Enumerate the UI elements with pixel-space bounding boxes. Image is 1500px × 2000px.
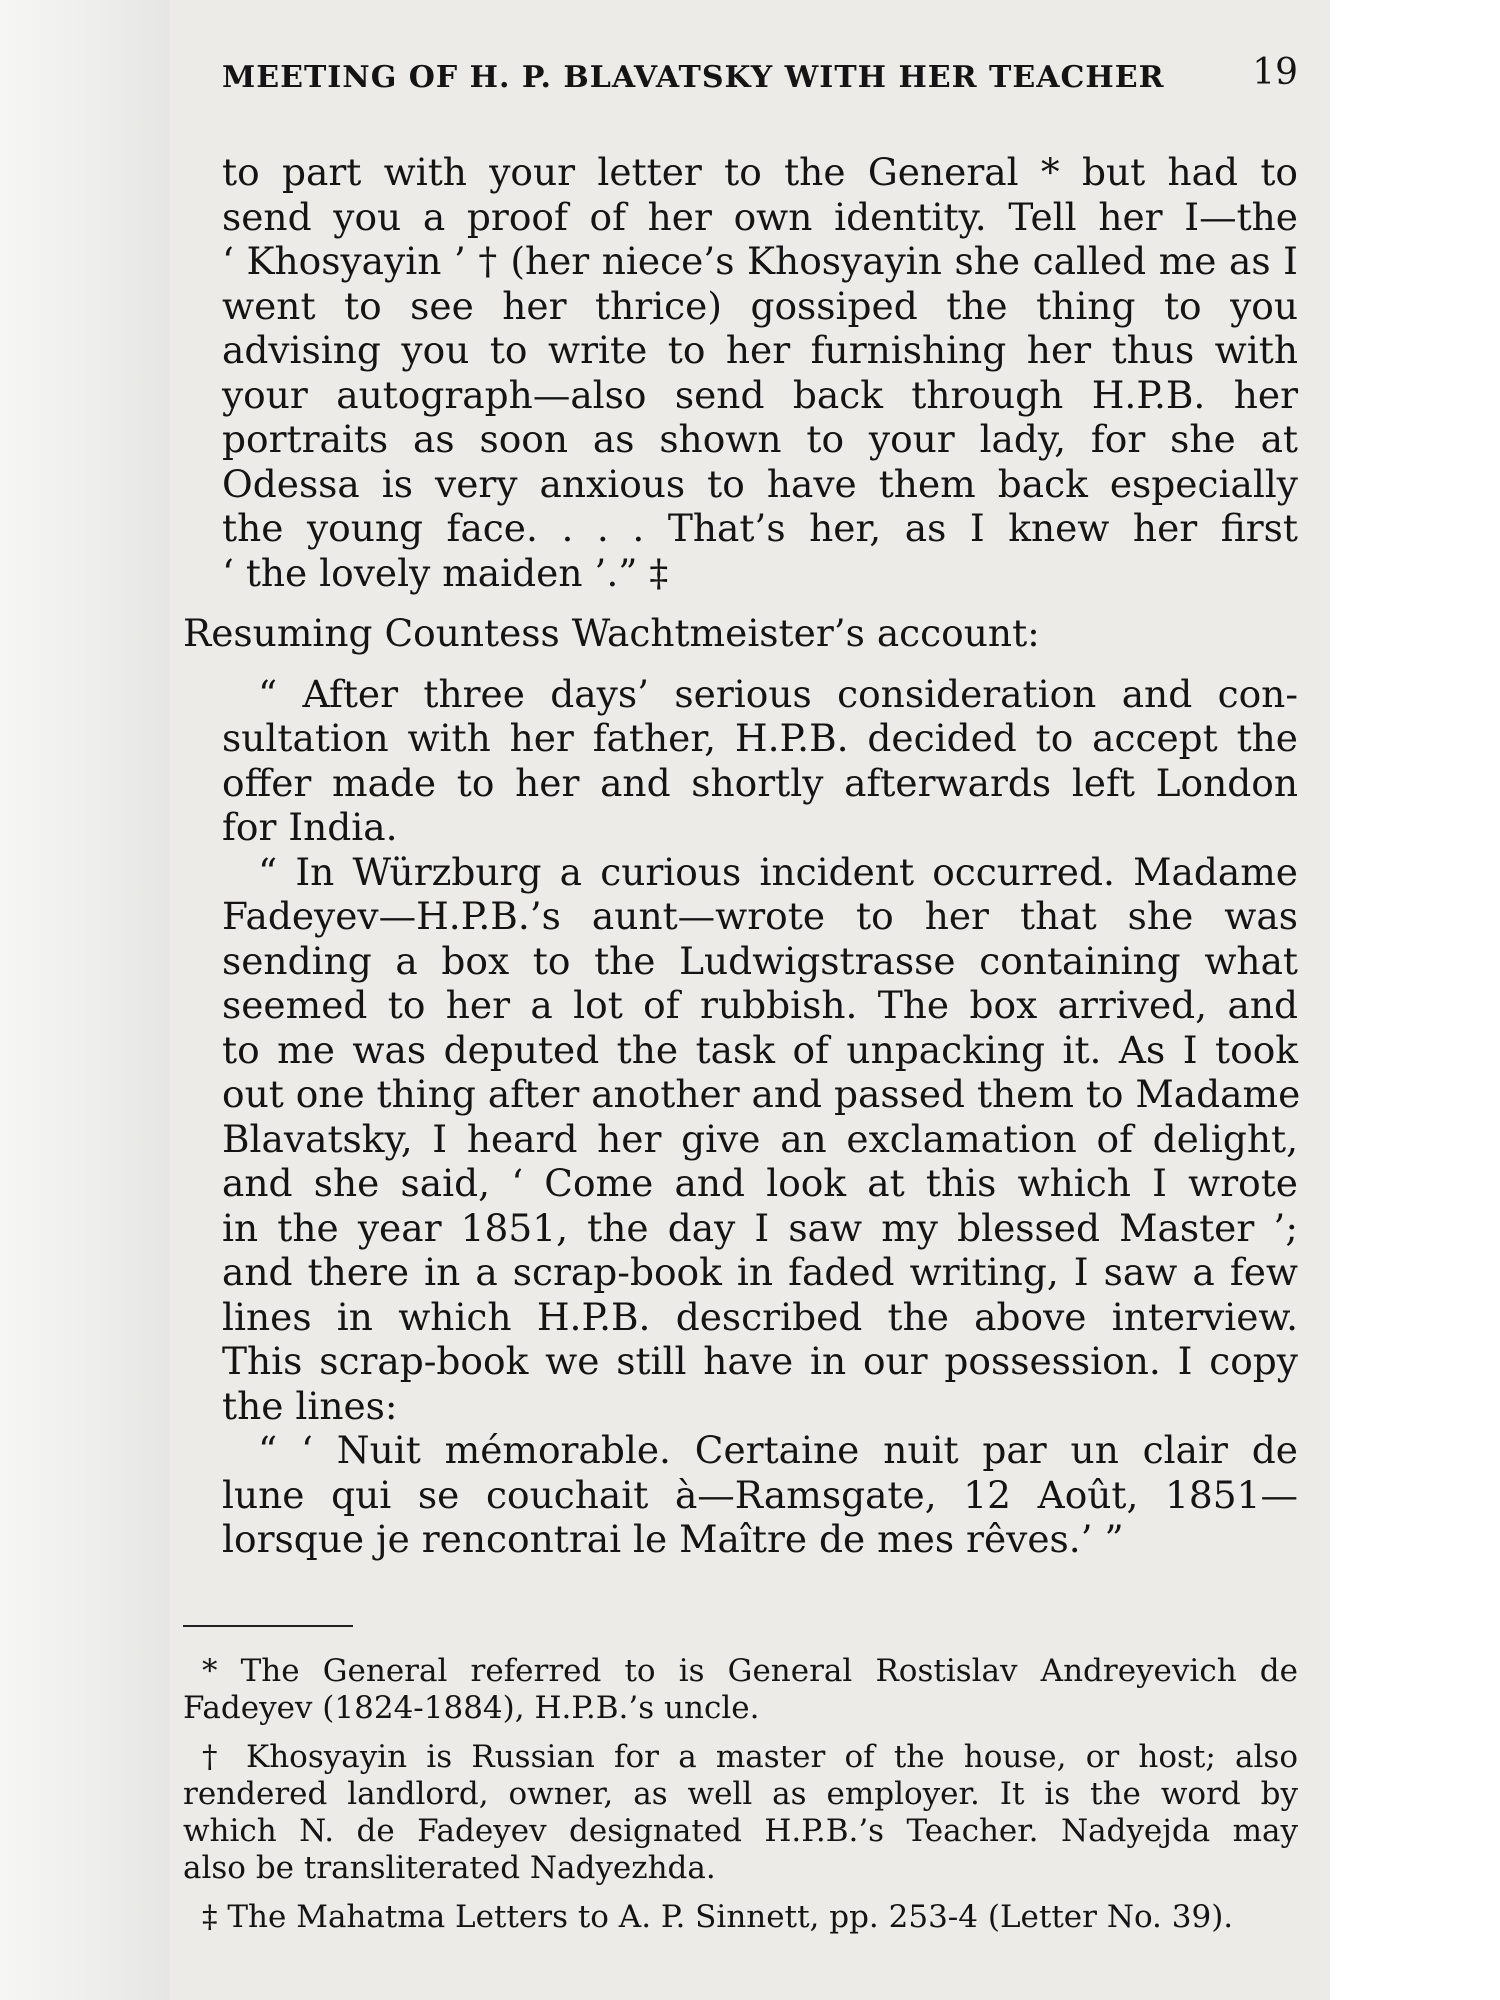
- text-line: send you a proof of her own identity. Tell her I—the: [222, 194, 1298, 239]
- text-line: Resuming Countess Wachtmeister’s account:: [183, 611, 1040, 655]
- scan-margin: [0, 0, 170, 2000]
- main-text: [170, 150, 1330, 1562]
- text-line: and there in a scrap-book in faded writing, I saw a few: [222, 1250, 1298, 1294]
- text-line: lune qui se couchait à—Ramsgate, 12 Août, 1851—: [222, 1472, 1298, 1517]
- text-line: portraits as soon as shown to your lady, for she at: [222, 417, 1298, 461]
- text-line: the lines:: [222, 1383, 398, 1428]
- footnote-line: also be transliterated Nadyezhda.: [183, 1850, 716, 1886]
- paragraph-french-quote: [170, 1428, 1330, 1562]
- text-line: to me was deputed the task of unpacking it. As I took: [222, 1027, 1298, 1072]
- text-line: in the year 1851, the day I saw my blessed Master ’;: [222, 1205, 1298, 1250]
- text-line: your autograph—also send back through H.P.B. her: [222, 372, 1298, 417]
- paragraph-wurzburg: [170, 850, 1330, 1429]
- footnote-rule: [183, 1625, 353, 1627]
- footnote-line: * The General referred to is General Rostislav Andreyevich de: [202, 1653, 1298, 1689]
- text-line: offer made to her and shortly afterwards left London: [222, 760, 1298, 805]
- footnote-line: Fadeyev (1824-1884), H.P.B.’s uncle.: [183, 1690, 760, 1726]
- text-line: “ ‘ Nuit mémorable. Certaine nuit par un clair de: [258, 1428, 1298, 1472]
- text-line: advising you to write to her furnishing her thus with: [222, 328, 1298, 372]
- text-line: ‘ the lovely maiden ’.” ‡: [222, 550, 669, 595]
- text-line: Odessa is very anxious to have them back especially: [222, 461, 1298, 506]
- book-page: [170, 0, 1330, 2000]
- text-line: to part with your letter to the General * but had to: [222, 150, 1298, 194]
- text-line: for India.: [222, 805, 398, 849]
- text-line: sending a box to the Ludwigstrasse containing what: [222, 938, 1298, 983]
- footnotes: [170, 1653, 1330, 1936]
- page-number: 19: [1252, 52, 1298, 93]
- text-line: “ After three days’ serious consideration and con-: [258, 671, 1298, 716]
- text-line: the young face. . . . That’s her, as I knew her first: [222, 506, 1298, 550]
- text-line: lorsque je rencontrai le Maître de mes rêves.’ ”: [222, 1517, 1124, 1561]
- text-line: out one thing after another and passed them to Madame: [222, 1072, 1301, 1116]
- text-line: lines in which H.P.B. described the above interview.: [222, 1294, 1298, 1339]
- paragraph-resuming: [170, 611, 1330, 656]
- text-line: and she said, ‘ Come and look at this which I wrote: [222, 1161, 1298, 1205]
- text-line: This scrap-book we still have in our possession. I copy: [222, 1339, 1298, 1383]
- footnote-line: which N. de Fadeyev designated H.P.B.’s Teacher. Nadyejda may: [183, 1813, 1298, 1849]
- footnote-mahatma-letters: [170, 1899, 1330, 1936]
- text-line: sultation with her father, H.P.B. decided to accept the: [222, 716, 1298, 760]
- text-line: went to see her thrice) gossiped the thing to you: [222, 283, 1298, 328]
- text-line: ‘ Khosyayin ’ † (her niece’s Khosyayin she called me as I: [222, 239, 1298, 283]
- footnote-line: ‡ The Mahatma Letters to A. P. Sinnett, pp. 253-4 (Letter No. 39).: [202, 1899, 1234, 1935]
- footnote-general: [170, 1653, 1330, 1727]
- paragraph-letter-quote: [170, 150, 1330, 595]
- text-line: seemed to her a lot of rubbish. The box arrived, and: [222, 983, 1298, 1027]
- running-head: MEETING OF H. P. BLAVATSKY WITH HER TEACHER: [222, 60, 1165, 95]
- footnote-khosyayin: [170, 1739, 1330, 1887]
- text-line: Fadeyev—H.P.B.’s aunt—wrote to her that she was: [222, 894, 1298, 938]
- footnote-line: rendered landlord, owner, as well as employer. It is the word by: [183, 1776, 1298, 1812]
- text-line: Blavatsky, I heard her give an exclamation of delight,: [222, 1116, 1298, 1161]
- paragraph-three-days: [170, 672, 1330, 850]
- footnote-line: † Khosyayin is Russian for a master of the house, or host; also: [202, 1739, 1298, 1775]
- text-line: “ In Würzburg a curious incident occurred. Madame: [258, 849, 1298, 894]
